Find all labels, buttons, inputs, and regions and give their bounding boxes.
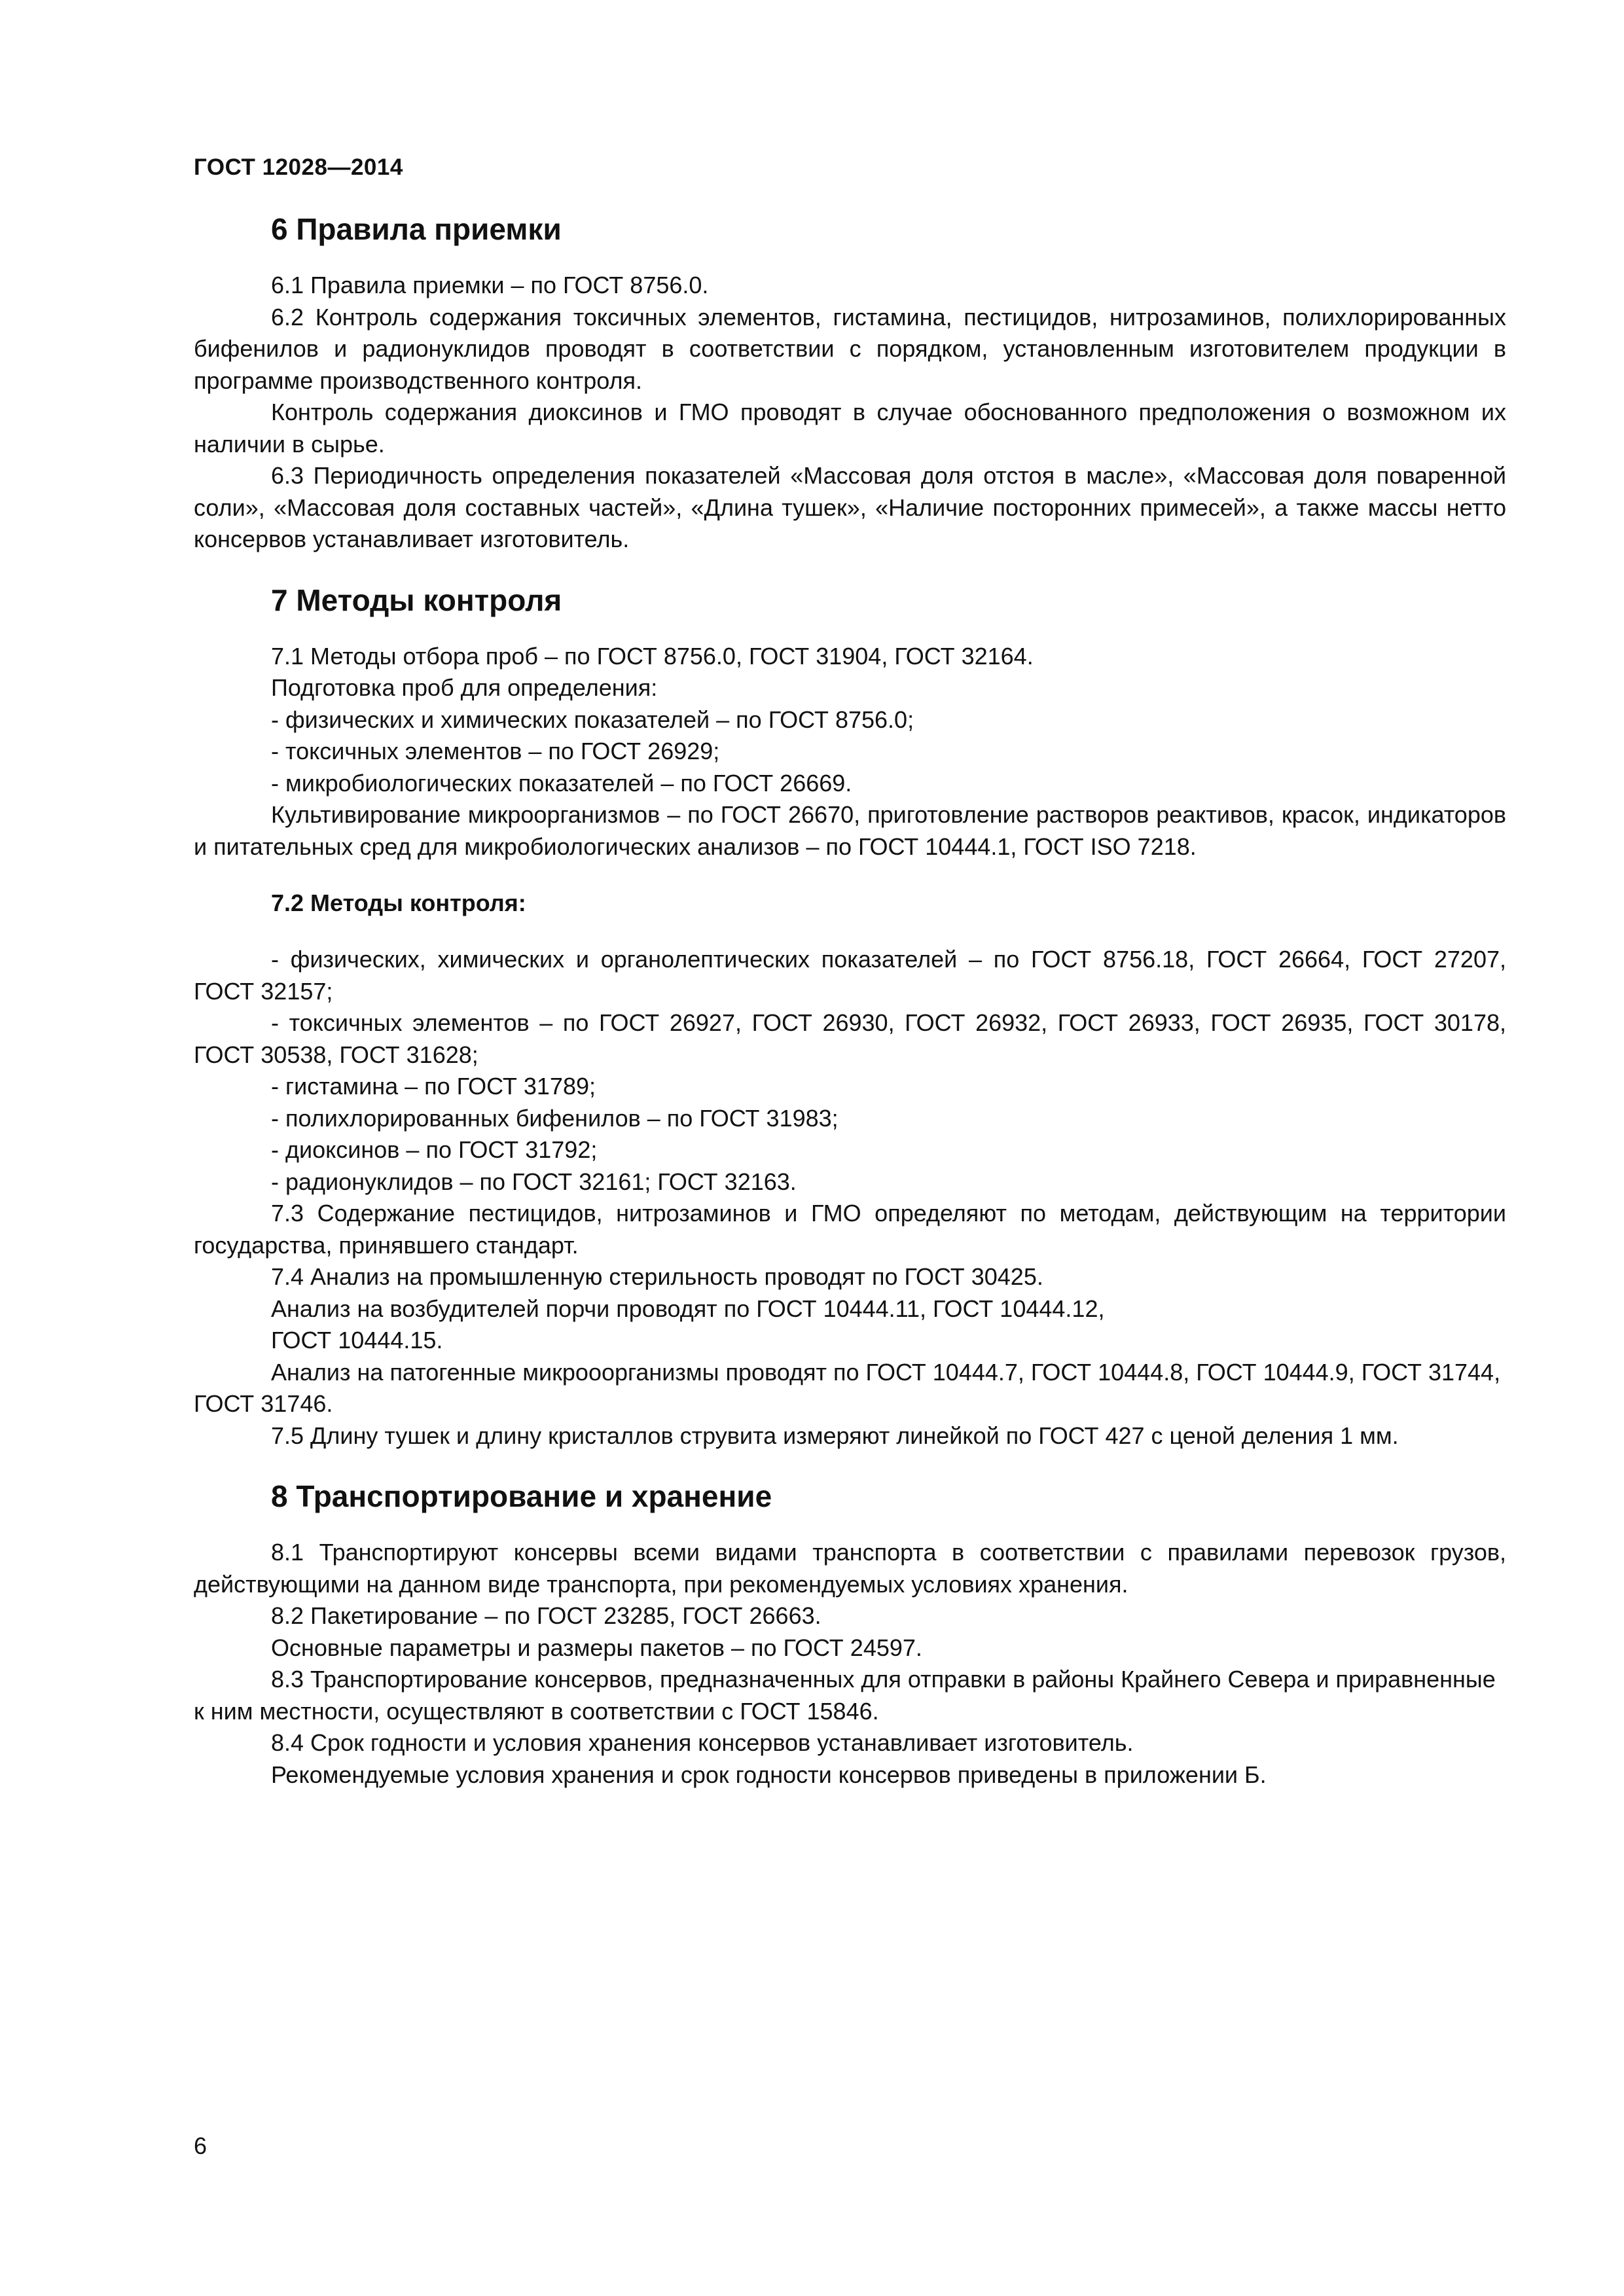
list-item-7-2-toxic: - токсичных элементов – по ГОСТ 26927, ГОСТ 26930, ГОСТ 26932, ГОСТ 26933, ГОСТ 26935, ГОСТ 30178, ГОСТ 30538, ГОСТ 31628; <box>194 1009 1506 1068</box>
paragraph-8-3: 8.3 Транспортирование консервов, предназначенных для отправки в районы Крайнего Севера и приравненные к ним местности, осуществляют в соответствии с ГОСТ 15846. <box>194 1666 1496 1725</box>
paragraph-6-3: 6.3 Периодичность определения показателей «Массовая доля отстоя в масле», «Массовая доля поваренной соли», «Массовая доля составных частей», «Длина тушек», «Наличие посторонних примесей», а также массы нетто консервов устанавливает изготовитель. <box>194 462 1506 552</box>
paragraph-6-2: 6.2 Контроль содержания токсичных элементов, гистамина, пестицидов, нитрозаминов, полихлорированных бифенилов и радионуклидов проводят в соответствии с порядком, установленным изготовителем продукции в программе производственного контроля. <box>194 303 1506 394</box>
list-item-microbiological: - микробиологических показателей – по ГОСТ 26669. <box>271 769 852 797</box>
paragraph-8-2: 8.2 Пакетирование – по ГОСТ 23285, ГОСТ 26663. <box>271 1602 821 1629</box>
paragraph-7-5: 7.5 Длину тушек и длину кристаллов струвита измеряют линейкой по ГОСТ 427 с ценой деления 1 мм. <box>271 1422 1399 1449</box>
paragraph-7-1-prep: Подготовка проб для определения: <box>271 674 658 701</box>
paragraph-6-2-dioxins: Контроль содержания диоксинов и ГМО проводят в случае обоснованного предположения о возможном их наличии в сырье. <box>194 399 1506 457</box>
paragraph-6-1: 6.1 Правила приемки – по ГОСТ 8756.0. <box>271 272 709 298</box>
paragraph-7-4-spoilage-cont: ГОСТ 10444.15. <box>271 1327 443 1354</box>
document-body <box>194 209 1506 1791</box>
section-title-7: 7 Методы контроля <box>271 583 562 617</box>
paragraph-8-1: 8.1 Транспортируют консервы всеми видами транспорта в соответствии с правилами перевозок грузов, действующими на данном виде транспорта, при рекомендуемых условиях хранения. <box>194 1539 1506 1598</box>
section-title-6: 6 Правила приемки <box>271 212 562 246</box>
list-item-toxic: - токсичных элементов – по ГОСТ 26929; <box>271 738 720 764</box>
paragraph-7-1: 7.1 Методы отбора проб – по ГОСТ 8756.0, ГОСТ 31904, ГОСТ 32164. <box>271 642 1034 670</box>
paragraph-7-1-cultivation: Культивирование микроорганизмов – по ГОСТ 26670, приготовление растворов реактивов, красок, индикаторов и питательных сред для микробиологических анализов – по ГОСТ 10444.1, ГОСТ ISO 7218. <box>194 801 1506 860</box>
paragraph-8-2-params: Основные параметры и размеры пакетов – по ГОСТ 24597. <box>271 1634 922 1661</box>
document-code-header: ГОСТ 12028—2014 <box>194 154 403 180</box>
list-item-7-2-physical: - физических, химических и органолептических показателей – по ГОСТ 8756.18, ГОСТ 26664, ГОСТ 27207, ГОСТ 32157; <box>194 946 1506 1005</box>
paragraph-8-4: 8.4 Срок годности и условия хранения консервов устанавливает изготовитель. <box>271 1729 1134 1756</box>
list-item-7-2-dioxins: - диоксинов – по ГОСТ 31792; <box>271 1136 598 1163</box>
paragraph-7-4-pathogens: Анализ на патогенные микрооорганизмы проводят по ГОСТ 10444.7, ГОСТ 10444.8, ГОСТ 10444.9, ГОСТ 31744, ГОСТ 31746. <box>194 1358 1501 1417</box>
list-item-7-2-pcb: - полихлорированных бифенилов – по ГОСТ 31983; <box>271 1104 839 1132</box>
list-item-7-2-histamine: - гистамина – по ГОСТ 31789; <box>271 1073 596 1100</box>
paragraph-8-4-recommended: Рекомендуемые условия хранения и срок годности консервов приведены в приложении Б. <box>271 1761 1267 1788</box>
list-item-physical: - физических и химических показателей – по ГОСТ 8756.0; <box>271 706 914 733</box>
subsection-title-7-2: 7.2 Методы контроля: <box>271 889 526 916</box>
paragraph-7-4-spoilage: Анализ на возбудителей порчи проводят по ГОСТ 10444.11, ГОСТ 10444.12, <box>271 1295 1105 1322</box>
paragraph-7-4: 7.4 Анализ на промышленную стерильность проводят по ГОСТ 30425. <box>271 1263 1043 1290</box>
section-title-8: 8 Транспортирование и хранение <box>271 1479 772 1513</box>
list-item-7-2-radionuclides: - радионуклидов – по ГОСТ 32161; ГОСТ 32163. <box>271 1168 797 1195</box>
page-number: 6 <box>194 2132 208 2159</box>
paragraph-7-3: 7.3 Содержание пестицидов, нитрозаминов и ГМО определяют по методам, действующим на территории государства, принявшего стандарт. <box>194 1200 1506 1259</box>
